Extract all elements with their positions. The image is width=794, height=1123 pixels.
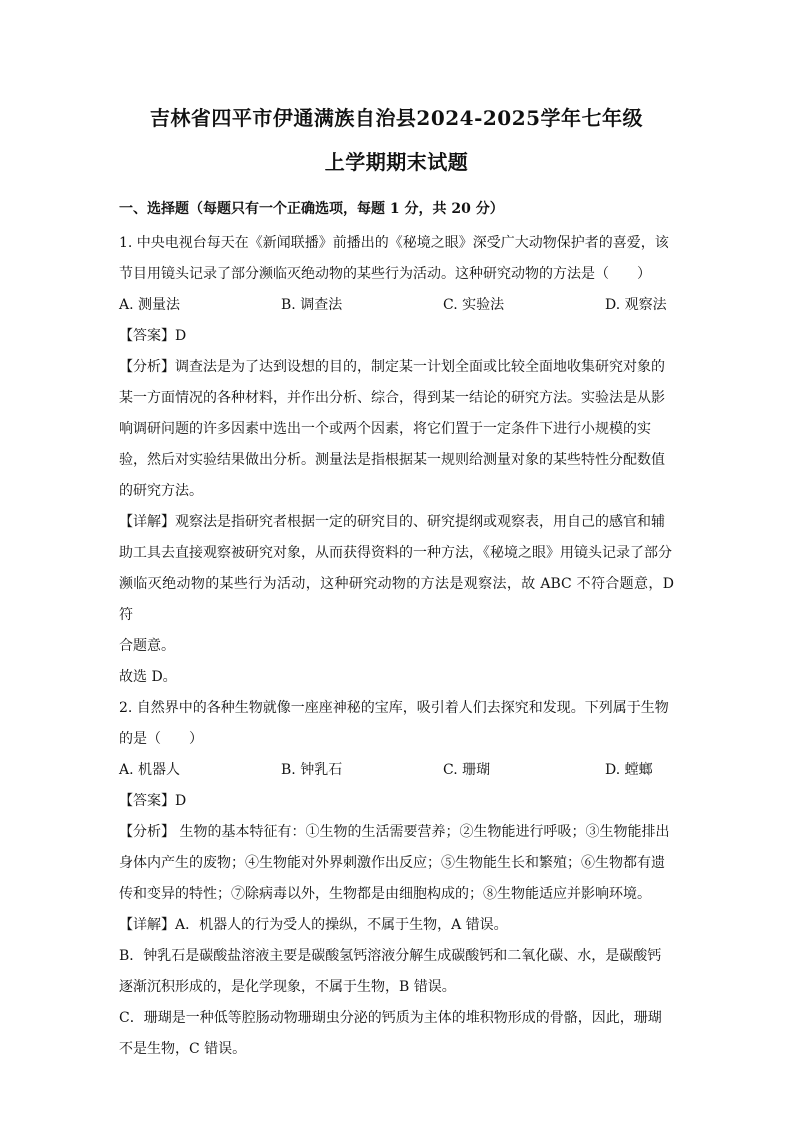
question-1-answer: 【答案】D [119, 328, 187, 344]
question-2-option-c: C. 珊瑚 [443, 762, 491, 778]
question-1-analysis-line: 验，然后对实验结果做出分析。测量法是指根据某一规则给测量对象的某些特性分配数值 [119, 452, 665, 468]
question-1-analysis-line: 某一方面情况的各种材料，并作出分析、综合，得到某一结论的研究方法。实验法是从影 [119, 390, 665, 406]
question-2-options [119, 755, 674, 786]
question-2-option-b: B. 钟乳石 [281, 762, 343, 778]
question-1-option-d: D. 观察法 [605, 297, 667, 313]
question-2-analysis-line: 身体内产生的废物；④生物能对外界刺激作出反应；⑤生物能生长和繁殖；⑥生物都有遗 [119, 855, 665, 871]
question-2 [119, 693, 674, 1065]
question-1-detail-line: 【详解】观察法是指研究者根据一定的研究目的、研究提纲或观察表，用自己的感官和辅 [119, 514, 665, 530]
question-2-detail-line: 不是生物，C 错误。 [119, 1041, 247, 1057]
question-2-stem-line2: 的是（ ） [119, 731, 203, 747]
question-2-analysis-line: 【分析】 生物的基本特征有：①生物的生活需要营养；②生物能进行呼吸；③生物能排出 [119, 824, 670, 840]
question-2-option-a: A. 机器人 [119, 762, 181, 778]
question-1-option-a: A. 测量法 [119, 297, 181, 313]
question-2-detail-line: 【详解】A．机器人的行为受人的操纵，不属于生物，A 错误。 [119, 917, 508, 933]
question-1 [119, 228, 674, 693]
question-2-analysis-line: 传和变异的特性；⑦除病毒以外，生物都是由细胞构成的；⑧生物能适应并影响环境。 [119, 886, 651, 902]
question-2-option-d: D. 螳螂 [605, 762, 653, 778]
exam-title-line2: 上学期期末试题 [324, 150, 469, 174]
question-1-option-c: C. 实验法 [443, 297, 505, 313]
question-1-stem-line1: 1. 中央电视台每天在《新闻联播》前播出的《秘境之眼》深受广大动物保护者的喜爱，该 [119, 235, 669, 251]
question-2-detail-line: B．钟乳石是碳酸盐溶液主要是碳酸氢钙溶液分解生成碳酸钙和二氧化碳、水，是碳酸钙 [119, 948, 662, 964]
question-1-analysis-line: 【分析】调查法是为了达到设想的目的，制定某一计划全面或比较全面地收集研究对象的 [119, 359, 665, 375]
question-1-conclusion: 故选 D。 [119, 669, 177, 685]
section-heading: 一、选择题（每题只有一个正确选项，每题 1 分，共 20 分） [119, 201, 504, 217]
question-1-analysis-line: 的研究方法。 [119, 483, 203, 499]
question-2-detail-line: 逐渐沉积形成的，是化学现象，不属于生物，B 错误。 [119, 979, 456, 995]
exam-title-line1: 吉林省四平市伊通满族自治县2024-2025学年七年级 [149, 106, 644, 130]
question-1-detail-line: 合题意。 [119, 638, 175, 654]
question-1-detail-line: 助工具去直接观察被研究对象，从而获得资料的一种方法，《秘境之眼》用镜头记录了部分 [119, 545, 672, 561]
question-1-stem-line2: 节目用镜头记录了部分濒临灭绝动物的某些行为活动。这种研究动物的方法是（ ） [119, 266, 651, 282]
question-1-detail-line: 濒临灭绝动物的某些行为活动，这种研究动物的方法是观察法，故 ABC 不符合题意，D 符 [119, 576, 674, 623]
question-1-options [119, 290, 674, 321]
question-1-analysis-line: 响调研问题的许多因素中选出一个或两个因素，将它们置于一定条件下进行小规模的实 [119, 421, 651, 437]
question-2-answer: 【答案】D [119, 793, 187, 809]
question-2-stem-line1: 2. 自然界中的各种生物就像一座座神秘的宝库，吸引着人们去探究和发现。下列属于生物 [119, 700, 669, 716]
question-1-option-b: B. 调查法 [281, 297, 343, 313]
question-2-detail-line: C．珊瑚是一种低等腔肠动物珊瑚虫分泌的钙质为主体的堆积物形成的骨骼，因此，珊瑚 [119, 1010, 662, 1026]
